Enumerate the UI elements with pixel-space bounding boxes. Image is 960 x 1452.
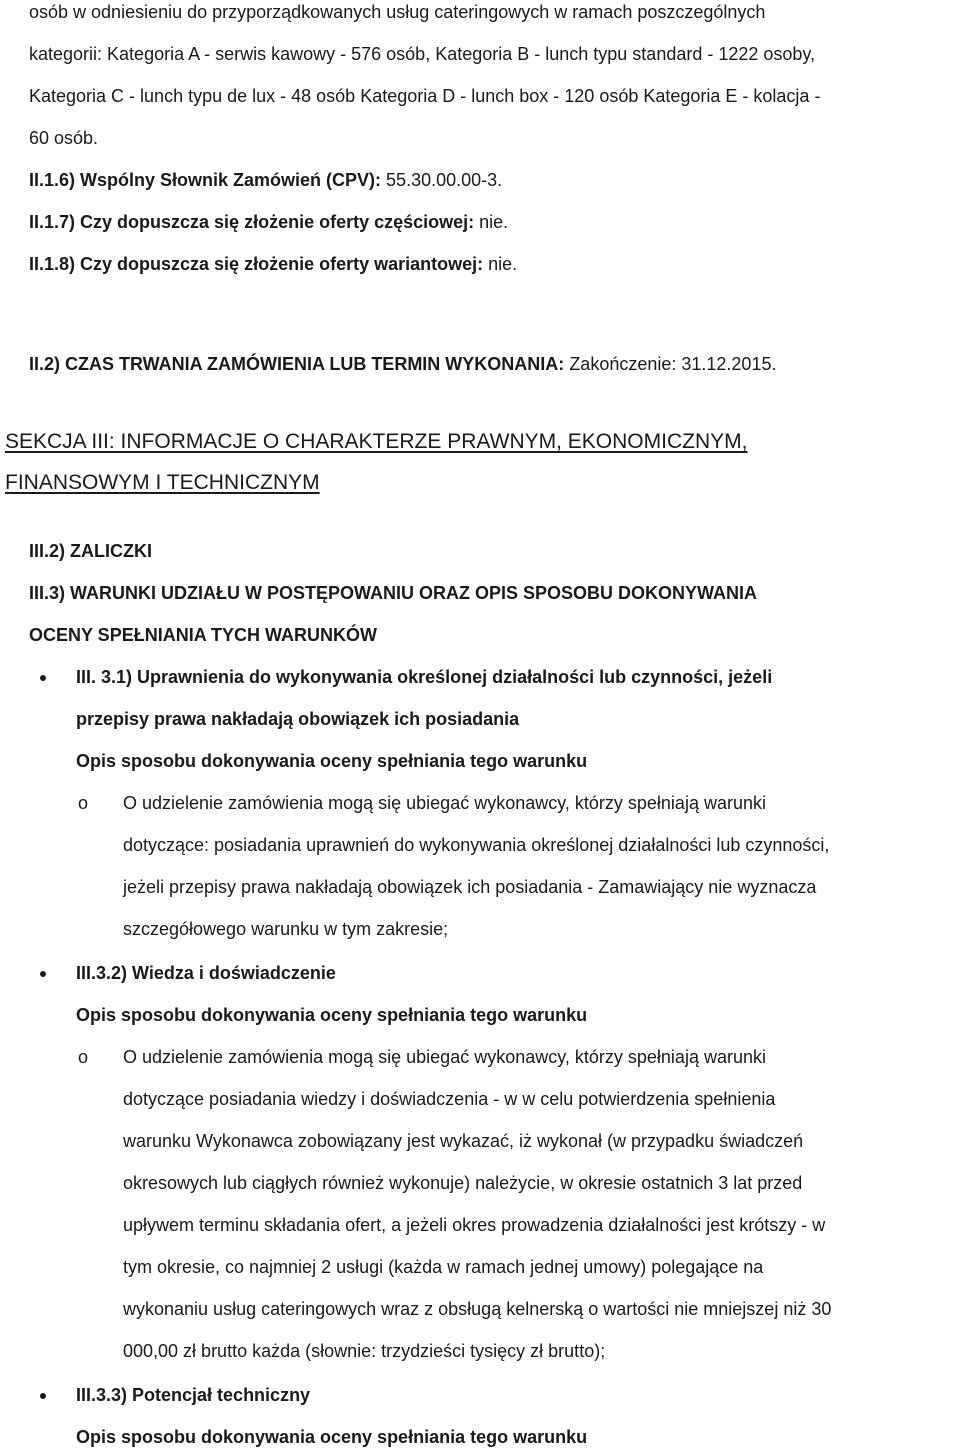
circle-bullet-icon: o: [78, 793, 89, 813]
intro-line-4: 60 osób.: [29, 128, 99, 148]
item-3-heading: III.3.3) Potencjał techniczny: [76, 1385, 311, 1405]
item-1-sub-line-1: O udzielenie zamówienia mogą się ubiegać wykonawcy, którzy spełniają warunki: [123, 793, 766, 813]
cpv-value: 55.30.00.00-3.: [381, 170, 503, 190]
item-2-sub-line-6: tym okresie, co najmniej 2 usługi (każda w ramach jednej umowy) polegające na: [123, 1257, 764, 1277]
variant-offer-line: [29, 255, 517, 273]
item-2-sub-line-3: warunku Wykonawca zobowiązany jest wykazać, iż wykonał (w przypadku świadczeń: [123, 1131, 804, 1151]
item-2-sub-line-1: O udzielenie zamówienia mogą się ubiegać wykonawcy, którzy spełniają warunki: [123, 1047, 766, 1067]
variant-offer-label: II.1.8) Czy dopuszcza się złożenie oferty wariantowej:: [29, 254, 484, 274]
advance-heading: III.2) ZALICZKI: [29, 541, 152, 561]
partial-offer-value: nie.: [474, 212, 509, 232]
item-1-sub-line-3: jeżeli przepisy prawa nakładają obowiązek ich posiadania - Zamawiający nie wyznacza: [123, 877, 817, 897]
bullet-icon: [40, 675, 46, 681]
item-2-sub-line-8: 000,00 zł brutto każda (słownie: trzydzieści tysięcy zł brutto);: [123, 1341, 606, 1361]
section-3-title-line-2: FINANSOWYM I TECHNICZNYM: [5, 471, 320, 494]
item-2-sub-line-2: dotyczące posiadania wiedzy i doświadczenia - w w celu potwierdzenia spełnienia: [123, 1089, 776, 1109]
partial-offer-label: II.1.7) Czy dopuszcza się złożenie oferty częściowej:: [29, 212, 475, 232]
duration-line: [29, 355, 776, 373]
item-1-heading-line-2: przepisy prawa nakładają obowiązek ich posiadania: [76, 709, 520, 729]
item-1-description: Opis sposobu dokonywania oceny spełniania tego warunku: [76, 751, 588, 771]
duration-value: Zakończenie: 31.12.2015.: [564, 354, 777, 374]
bullet-icon: [40, 971, 46, 977]
item-2-sub-line-5: upływem terminu składania ofert, a jeżeli okres prowadzenia działalności jest krótszy - w: [123, 1215, 826, 1235]
circle-bullet-icon: o: [78, 1047, 89, 1067]
duration-label: II.2) CZAS TRWANIA ZAMÓWIENIA LUB TERMIN WYKONANIA:: [29, 354, 565, 374]
cpv-line: [29, 171, 502, 189]
item-2-description: Opis sposobu dokonywania oceny spełniania tego warunku: [76, 1005, 588, 1025]
cpv-label: II.1.6) Wspólny Słownik Zamówień (CPV):: [29, 170, 382, 190]
intro-line-2: kategorii: Kategoria A - serwis kawowy - 576 osób, Kategoria B - lunch typu standard - 1222 osoby,: [29, 44, 816, 64]
item-2-sub-line-7: wykonaniu usług cateringowych wraz z obsługą kelnerską o wartości nie mniejszej niż 30: [123, 1299, 832, 1319]
item-2-heading: III.3.2) Wiedza i doświadczenie: [76, 963, 336, 983]
conditions-heading-line-2: OCENY SPEŁNIANIA TYCH WARUNKÓW: [29, 625, 378, 645]
partial-offer-line: [29, 213, 508, 231]
intro-line-1: osób w odniesieniu do przyporządkowanych usług cateringowych w ramach poszczególnych: [29, 2, 766, 22]
section-3-title-line-1: SEKCJA III: INFORMACJE O CHARAKTERZE PRAWNYM, EKONOMICZNYM,: [5, 430, 748, 453]
item-3-description: Opis sposobu dokonywania oceny spełniania tego warunku: [76, 1427, 588, 1447]
item-1-heading-line-1: III. 3.1) Uprawnienia do wykonywania określonej działalności lub czynności, jeżeli: [76, 667, 773, 687]
item-1-sub-line-4: szczegółowego warunku w tym zakresie;: [123, 919, 449, 939]
bullet-icon: [40, 1393, 46, 1399]
item-1-sub-line-2: dotyczące: posiadania uprawnień do wykonywania określonej działalności lub czynności,: [123, 835, 830, 855]
item-2-sub-line-4: okresowych lub ciągłych również wykonuje) należycie, w okresie ostatnich 3 lat przed: [123, 1173, 803, 1193]
intro-line-3: Kategoria C - lunch typu de lux - 48 osób Kategoria D - lunch box - 120 osób Kategoria E - kolacja -: [29, 86, 821, 106]
conditions-heading-line-1: III.3) WARUNKI UDZIAŁU W POSTĘPOWANIU ORAZ OPIS SPOSOBU DOKONYWANIA: [29, 583, 758, 603]
variant-offer-value: nie.: [483, 254, 518, 274]
